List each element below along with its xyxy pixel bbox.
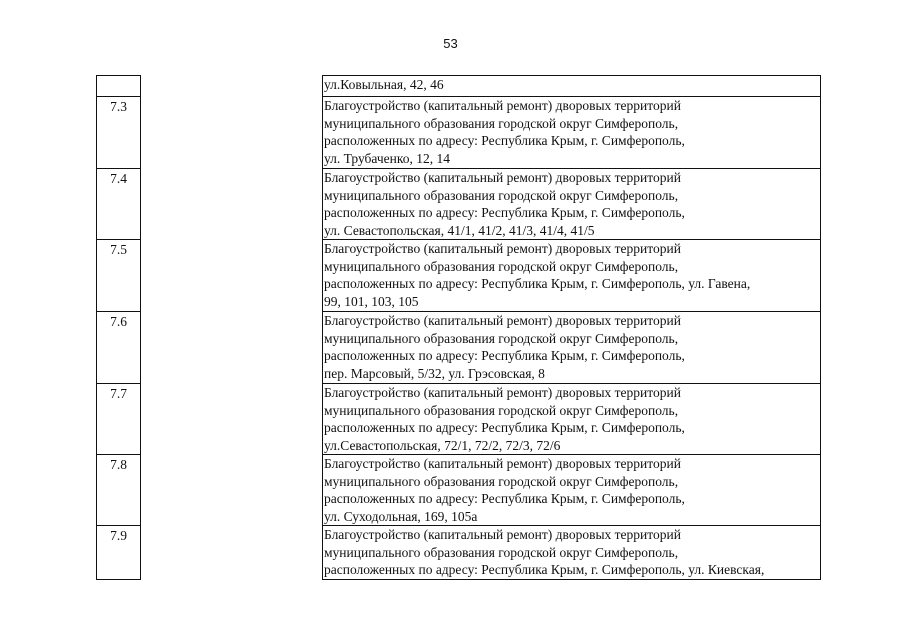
table-row-number: 7.6: [97, 311, 140, 383]
table-row-number: 7.7: [97, 383, 140, 454]
table-row-number: 7.8: [97, 454, 140, 525]
table-row-text: Благоустройство (капитальный ремонт) дворовых территорий муниципального образования городской округ Симферополь, расположенных по адресу: Республика Крым, г. Симферополь, ул. Севастопольская, 41/1, 41/2, 41/3, 41/4, 41/5: [323, 168, 820, 239]
table-row-text: ул.Ковыльная, 42, 46: [324, 77, 444, 92]
table-row-number: 7.4: [97, 168, 140, 239]
page-number: 53: [443, 36, 458, 51]
table-row-number: [97, 76, 140, 96]
table-row-number: 7.3: [97, 96, 140, 168]
number-column: [96, 75, 141, 580]
table-row-number: 7.9: [97, 525, 140, 581]
table-row-text: Благоустройство (капитальный ремонт) дворовых территорий муниципального образования городской округ Симферополь, расположенных по адресу: Республика Крым, г. Симферополь, ул. Суходольная, 169, 105а: [323, 454, 820, 525]
table-row-text: Благоустройство (капитальный ремонт) дворовых территорий муниципального образования городской округ Симферополь, расположенных по адресу: Республика Крым, г. Симферополь, ул.Севастопольская, 72/1, 72/2, 72/3, 72/6: [323, 383, 820, 454]
table-row-text: Благоустройство (капитальный ремонт) дворовых территорий муниципального образования городской округ Симферополь, расположенных по адресу: Республика Крым, г. Симферополь, пер. Марсовый, 5/32, ул. Грэсовская, 8: [323, 311, 820, 383]
table-row-number: 7.5: [97, 239, 140, 311]
table-row-text: Благоустройство (капитальный ремонт) дворовых территорий муниципального образования городской округ Симферополь, расположенных по адресу: Республика Крым, г. Симферополь, ул. Гавена, 99, 101, 103, 105: [323, 239, 820, 311]
table-row-text: Благоустройство (капитальный ремонт) дворовых территорий муниципального образования городской округ Симферополь, расположенных по адресу: Республика Крым, г. Симферополь, ул. Трубаченко, 12, 14: [323, 96, 820, 168]
description-column: [322, 75, 821, 580]
table-row-text: Благоустройство (капитальный ремонт) дворовых территорий муниципального образования городской округ Симферополь, расположенных по адресу: Республика Крым, г. Симферополь, ул. Киевская,: [323, 525, 820, 581]
